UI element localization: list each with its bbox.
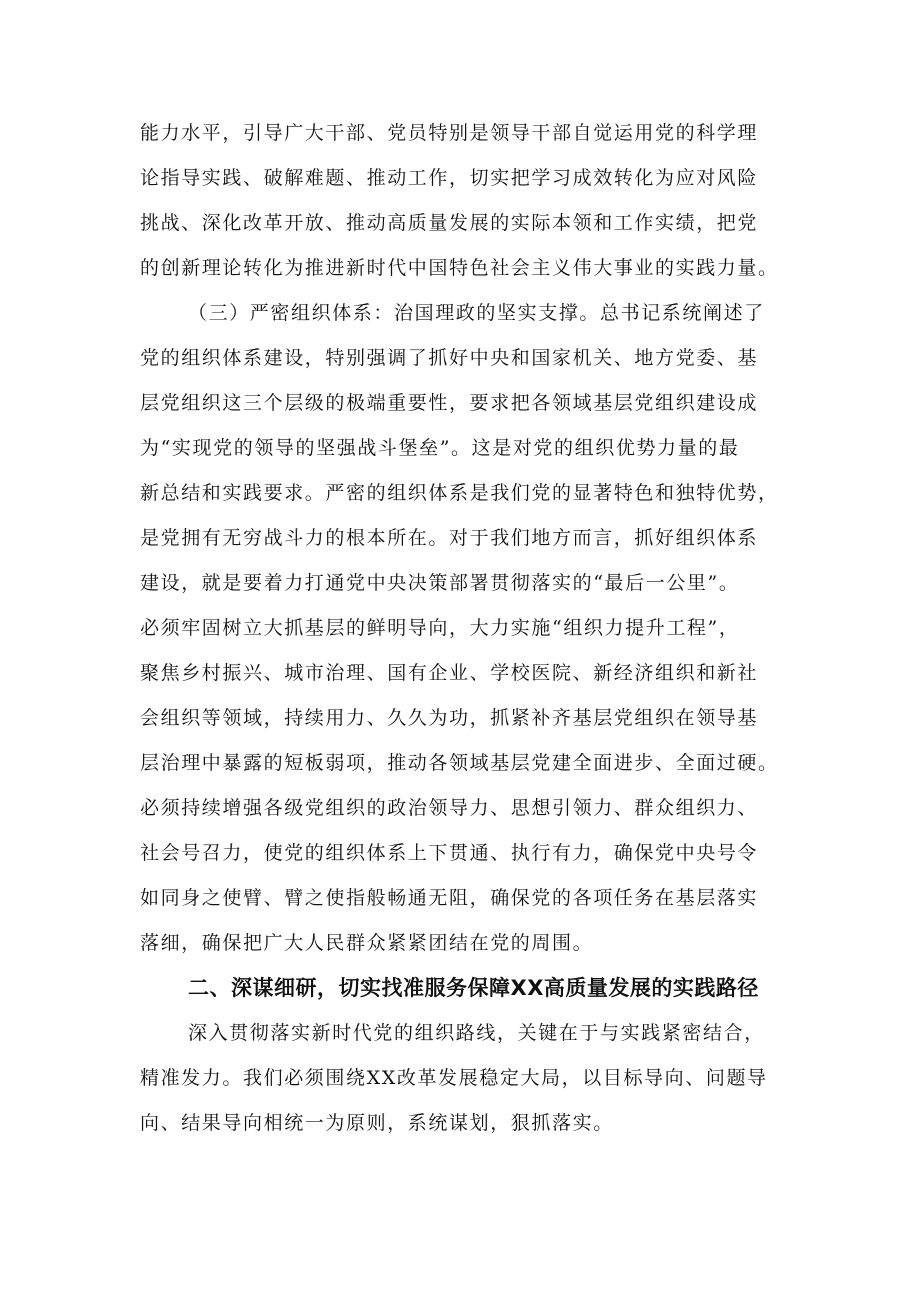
paragraph-2-line-13: 社会号召力，使党的组织体系上下贯通、执行有力，确保党中央号令 — [140, 842, 759, 864]
paragraph-2-line-11: 层治理中暴露的短板弱项，推动各领域基层党建全面进步、全面过硬。 — [140, 752, 779, 774]
paragraph-2-line-2: 党的组织体系建设，特别强调了抓好中央和国家机关、地方党委、基 — [140, 347, 759, 369]
paragraph-2-line-7: 建设，就是要着力打通党中央决策部署贯彻落实的“最后一公里”。 — [140, 572, 740, 594]
paragraph-1-line-4: 的创新理论转化为推进新时代中国特色社会主义伟大事业的实践力量。 — [140, 257, 779, 279]
paragraph-2-line-5: 新总结和实践要求。严密的组织体系是我们党的显著特色和独特优势， — [140, 482, 779, 504]
paragraph-2-line-12: 必须持续增强各级党组织的政治领导力、思想引领力、群众组织力、 — [140, 797, 759, 819]
paragraph-2-line-15: 落细，确保把广大人民群众紧紧团结在党的周围。 — [140, 932, 594, 954]
paragraph-1-line-1: 能力水平，引导广大干部、党员特别是领导干部自觉运用党的科学理 — [140, 122, 759, 144]
paragraph-2-line-3: 层党组织这三个层级的极端重要性，要求把各领域基层党组织建设成 — [140, 392, 759, 414]
paragraph-2-line-6: 是党拥有无穷战斗力的根本所在。对于我们地方而言，抓好组织体系 — [140, 527, 759, 549]
paragraph-2-line-1: （三）严密组织体系：治国理政的坚实支撑。总书记系统阐述了 — [188, 302, 765, 324]
paragraph-3-line-3: 向、结果导向相统一为原则，系统谋划，狠抓落实。 — [140, 1112, 614, 1134]
paragraph-1-line-3: 挑战、深化改革开放、推动高质量发展的实际本领和工作实绩，把党 — [140, 212, 759, 234]
section-heading: 二、深谋细研，切实找准服务保障XX高质量发展的实践路径 — [188, 976, 759, 1000]
paragraph-2-line-4: 为“实现党的领导的坚强战斗堡垒”。这是对党的组织优势力量的最 — [140, 437, 740, 459]
paragraph-3-line-2: 精准发力。我们必须围绕XX改革发展稳定大局，以目标导向、问题导 — [140, 1067, 768, 1089]
paragraph-2-line-9: 聚焦乡村振兴、城市治理、国有企业、学校医院、新经济组织和新社 — [140, 662, 759, 684]
paragraph-2-line-14: 如同身之使臂、臂之使指般畅通无阻，确保党的各项任务在基层落实 — [140, 887, 759, 909]
paragraph-2-line-10: 会组织等领域，持续用力、久久为功，抓紧补齐基层党组织在领导基 — [140, 707, 759, 729]
paragraph-1-line-2: 论指导实践、破解难题、推动工作，切实把学习成效转化为应对风险 — [140, 167, 759, 189]
paragraph-2-line-8: 必须牢固树立大抓基层的鲜明导向，大力实施“组织力提升工程”， — [140, 617, 740, 639]
paragraph-3-line-1: 深入贯彻落实新时代党的组织路线，关键在于与实践紧密结合， — [188, 1022, 765, 1044]
